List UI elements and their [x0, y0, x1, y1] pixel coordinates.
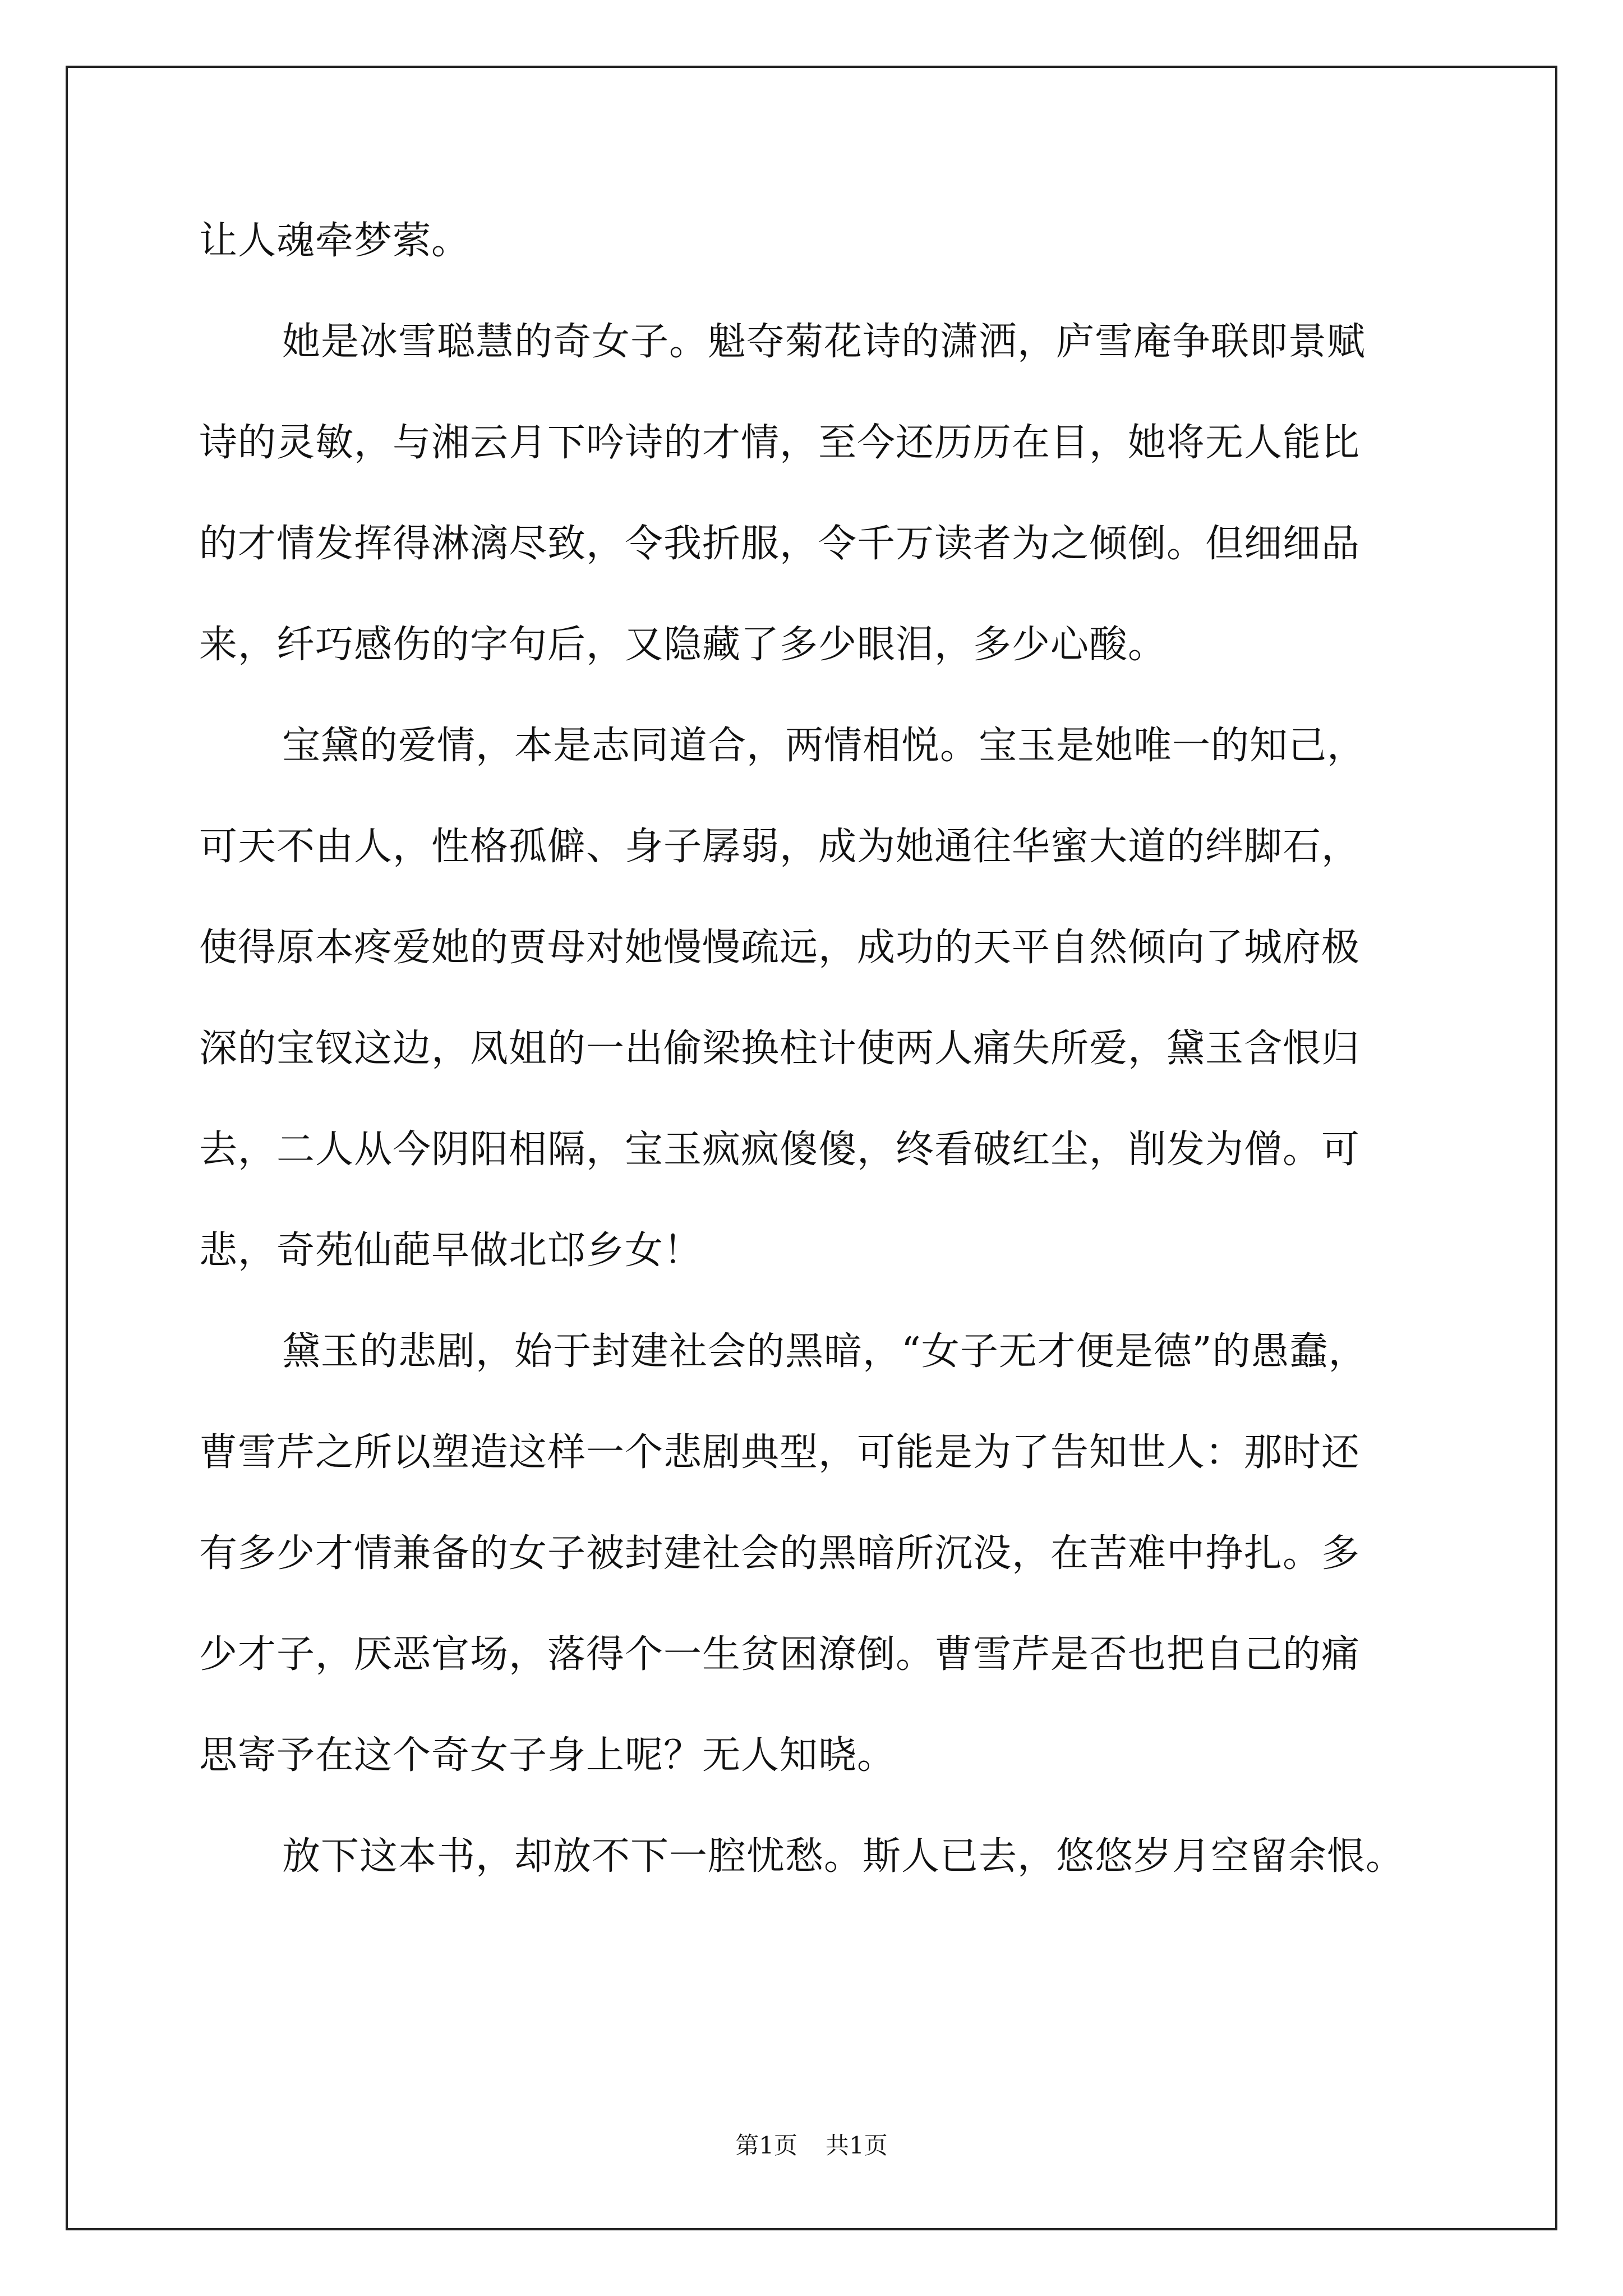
- page-total: 共1页: [826, 2132, 888, 2159]
- text-line: 曹雪芹之所以塑造这样一个悲剧典型，可能是为了告知世人：那时还: [199, 1430, 1361, 1475]
- text-line: 来，纤巧感伤的字句后，又隐藏了多少眼泪，多少心酸。: [199, 623, 1167, 667]
- text-line: 可天不由人，性格孤僻、身子孱弱，成为她通往华蜜大道的绊脚石，: [199, 825, 1361, 869]
- text-line: 有多少才情兼备的女子被封建社会的黑暗所沉没，在苦难中挣扎。多: [199, 1531, 1361, 1576]
- text-line: 她是冰雪聪慧的奇女子。魁夺菊花诗的潇洒，庐雪庵争联即景赋: [282, 320, 1366, 364]
- page-footer: [0, 2129, 1623, 2162]
- text-line: 去，二人从今阴阳相隔，宝玉疯疯傻傻，终看破红尘，削发为僧。可: [199, 1128, 1361, 1172]
- text-line: 诗的灵敏，与湘云月下吟诗的才情，至今还历历在目，她将无人能比: [199, 421, 1361, 465]
- text-line: 思寄予在这个奇女子身上呢？无人知晓。: [199, 1733, 896, 1778]
- text-line: 少才子，厌恶官场，落得个一生贫困潦倒。曹雪芹是否也把自己的痛: [199, 1632, 1361, 1677]
- text-line: 的才情发挥得淋漓尽致，令我折服，令千万读者为之倾倒。但细细品: [199, 522, 1361, 566]
- document-body: [199, 213, 1461, 1930]
- text-line: 深的宝钗这边，凤姐的一出偷梁换柱计使两人痛失所爱，黛玉含恨归: [199, 1027, 1361, 1071]
- text-line: 放下这本书，却放不下一腔忧愁。斯人已去，悠悠岁月空留余恨。: [282, 1834, 1405, 1879]
- text-line: 让人魂牵梦萦。: [199, 219, 471, 263]
- text-line: 黛玉的悲剧，始于封建社会的黑暗，“女子无才便是德”的愚蠢，: [282, 1329, 1367, 1374]
- text-line: 悲，奇苑仙葩早做北邙乡女！: [199, 1228, 703, 1273]
- text-line: 宝黛的爱情，本是志同道合，两情相悦。宝玉是她唯一的知己，: [282, 724, 1366, 768]
- page-number: 第1页: [735, 2132, 797, 2159]
- text-line: 使得原本疼爱她的贾母对她慢慢疏远，成功的天平自然倾向了城府极: [199, 926, 1361, 970]
